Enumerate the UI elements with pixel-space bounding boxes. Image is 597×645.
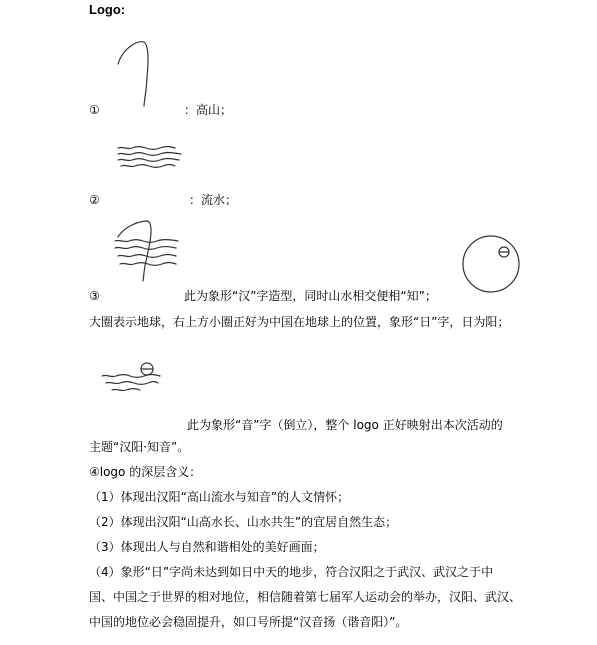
meaning-point-3: （3）体现出人与自然和谐相处的美好画面； [89,540,325,554]
han-character-sketch-icon [110,215,185,285]
sound-line1: 此为象形“音”字（倒立），整个 logo 正好映射出本次活动的 [187,418,503,432]
meaning-point-2: （2）体现出汉阳“山高水长、山水共生”的宜居自然生态； [89,515,398,529]
earth-circle-icon [460,233,522,295]
item3-line1: 此为象形“汉”字造型，同时山水相交便相“知”； [184,289,437,303]
item1-description: ：高山； [184,103,233,117]
meaning-point-4-line2: 国、中国之于世界的相对地位，相信随着第七届军人运动会的举办，汉阳、武汉、 [89,590,522,604]
sound-line2: 主题“汉阳·知音”。 [89,440,190,454]
item2-number: ② [89,193,100,207]
water-waves-icon [115,145,185,173]
item3-line2: 大圈表示地球，右上方小圈正好为中国在地球上的位置，象形“日”字，日为阳； [89,315,510,329]
meaning-point-4-line1: （4）象形“日”字尚未达到如日中天的地步，符合汉阳之于武汉、武汉之于中 [89,565,494,579]
meaning-heading: ④logo 的深层含义： [89,465,202,479]
item2-description: ：流水； [189,193,238,207]
mountain-sketch-icon [108,38,158,108]
meaning-point-4-line3: 中国的地位必会稳固提升，如口号所提“汉音扬（谐音阳）”。 [89,615,408,629]
item3-number: ③ [89,289,100,303]
meaning-point-1: （1）体现出汉阳“高山流水与知音”的人文情怀； [89,490,350,504]
sound-character-sketch-icon [98,360,168,400]
item1-number: ① [89,103,100,117]
page-title: Logo: [89,2,126,17]
